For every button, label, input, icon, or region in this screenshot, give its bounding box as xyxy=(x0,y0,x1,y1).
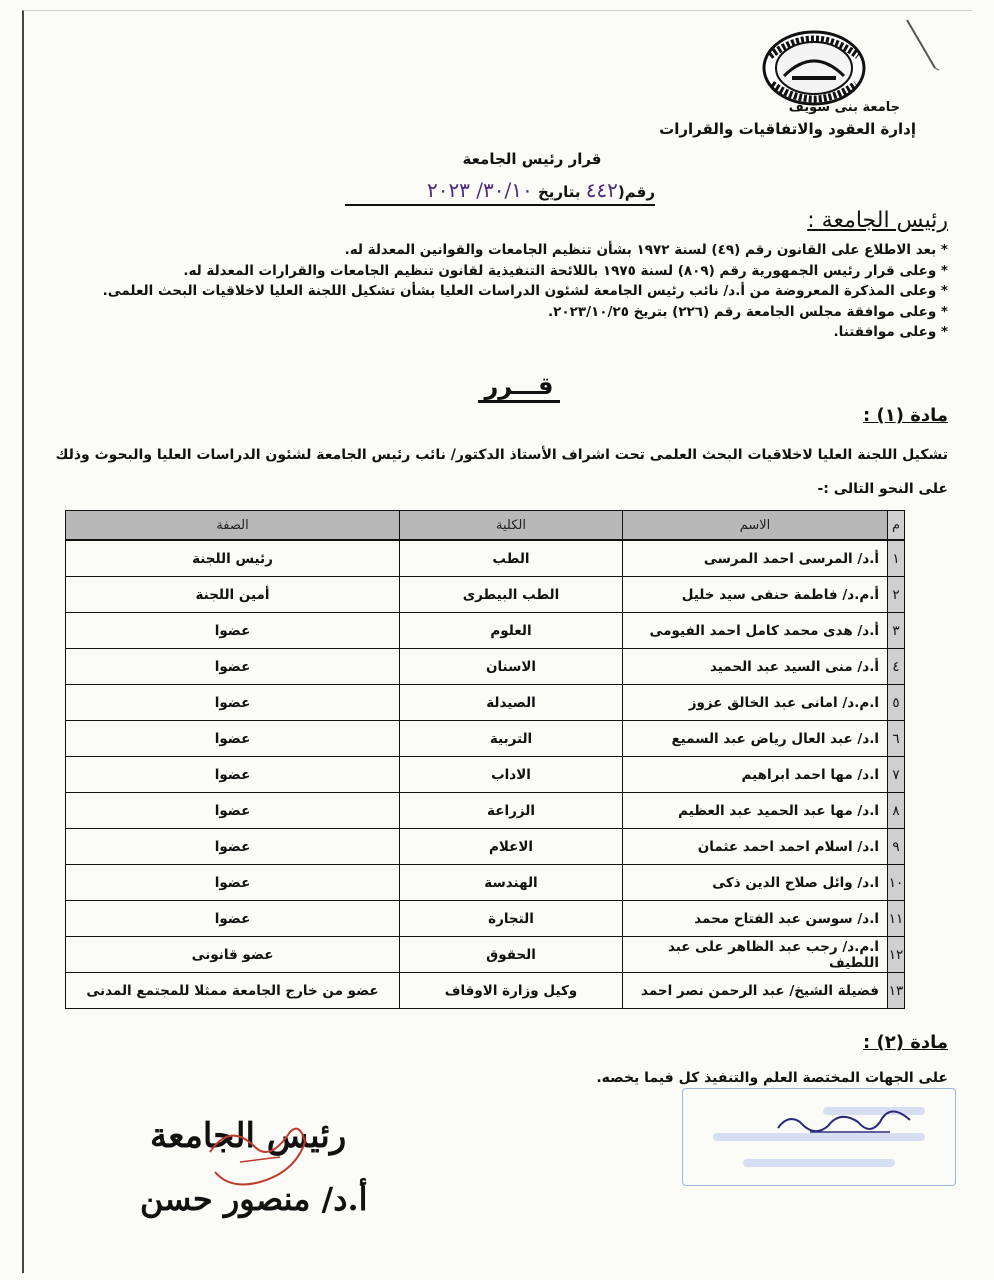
member-faculty: الطب البيطرى xyxy=(400,577,623,613)
preamble-item: * وعلى موافقة مجلس الجامعة رقم (٢٢٦) بتريخ ٢٠٢٣/١٠/٢٥. xyxy=(548,303,948,320)
row-num: ٦ xyxy=(888,721,905,757)
row-num: ١٠ xyxy=(888,865,905,901)
row-num: ٥ xyxy=(888,685,905,721)
member-name: أ.د/ هدى محمد كامل احمد الفيومى xyxy=(623,613,888,649)
member-name: ا.م.د/ رجب عبد الظاهر على عبد اللطيف xyxy=(623,937,888,973)
decision-date-label: بتاريخ xyxy=(537,183,581,201)
row-num: ١٢ xyxy=(888,937,905,973)
table-row xyxy=(66,757,905,793)
row-num: ٢ xyxy=(888,577,905,613)
article1-text: تشكيل اللجنة العليا لاخلاقيات البحث العلمى تحت اشراف الأستاذ الدكتور/ نائب رئيس الجامعة لشئون الدراسات العليا والبحوث وذلك على النحو التالى :- xyxy=(55,447,948,497)
decision-number-label: رقم( xyxy=(617,183,655,201)
row-num: ٨ xyxy=(888,793,905,829)
president-signature xyxy=(200,1112,310,1202)
preamble-item: * وعلى موافقتنا. xyxy=(833,324,948,340)
member-name: أ.م.د/ فاطمة حنفى سيد خليل xyxy=(623,577,888,613)
preamble-item: * وعلى قرار رئيس الجمهورية رقم (٨٠٩) لسنة ١٩٧٥ باللائحة التنفيذية لقانون تنظيم الجامعات والقرارات المعدلة له. xyxy=(183,262,948,279)
col-header-num: م xyxy=(888,511,905,541)
member-role: عضو من خارج الجامعة ممثلا للمجتمع المدنى xyxy=(66,973,400,1009)
table-row xyxy=(66,793,905,829)
member-role: عضوا xyxy=(66,649,400,685)
member-role: عضوا xyxy=(66,757,400,793)
member-role: عضوا xyxy=(66,685,400,721)
row-num: ١ xyxy=(888,540,905,577)
table-row xyxy=(66,577,905,613)
member-name: أ.د/ منى السيد عبد الحميد xyxy=(623,649,888,685)
row-num: ١١ xyxy=(888,901,905,937)
member-faculty: الصيدلة xyxy=(400,685,623,721)
member-faculty: وكيل وزارة الاوقاف xyxy=(400,973,623,1009)
member-name: ا.د/ اسلام احمد احمد عثمان xyxy=(623,829,888,865)
member-faculty: الاداب xyxy=(400,757,623,793)
member-faculty: العلوم xyxy=(400,613,623,649)
committee-table xyxy=(65,510,905,1009)
member-role: عضوا xyxy=(66,865,400,901)
pen-mark-icon xyxy=(905,18,945,78)
table-row xyxy=(66,829,905,865)
signoff-title: رئيس الجامعة xyxy=(150,1116,347,1156)
president-heading: رئيس الجامعة : xyxy=(807,208,948,233)
member-role: عضوا xyxy=(66,829,400,865)
table-row xyxy=(66,649,905,685)
member-faculty: التجارة xyxy=(400,901,623,937)
table-row xyxy=(66,685,905,721)
member-faculty: الاعلام xyxy=(400,829,623,865)
decision-number-value: ٤٤٢ xyxy=(585,178,618,202)
table-row xyxy=(66,540,905,577)
decision-title: قرار رئيس الجامعة xyxy=(462,150,602,168)
member-role: أمين اللجنة xyxy=(66,577,400,613)
member-role: عضوا xyxy=(66,721,400,757)
member-name: ا.د/ وائل صلاح الدين ذكى xyxy=(623,865,888,901)
decision-number-line xyxy=(345,178,655,206)
member-faculty: الاسنان xyxy=(400,649,623,685)
member-role: عضو قانونى xyxy=(66,937,400,973)
member-role: عضوا xyxy=(66,793,400,829)
article2-text: على الجهات المختصة العلم والتنفيذ كل فيما يخصه. xyxy=(596,1070,948,1086)
member-faculty: التربية xyxy=(400,721,623,757)
department-name: إدارة العقود والاتفاقيات والقرارات xyxy=(659,120,916,138)
table-row xyxy=(66,613,905,649)
decided-heading xyxy=(0,372,994,400)
member-faculty: الزراعة xyxy=(400,793,623,829)
signoff-name: أ.د/ منصور حسن xyxy=(140,1180,368,1218)
row-num: ٩ xyxy=(888,829,905,865)
member-faculty: الطب xyxy=(400,540,623,577)
member-faculty: الهندسة xyxy=(400,865,623,901)
row-num: ٣ xyxy=(888,613,905,649)
article1-heading: مادة (١) : xyxy=(863,405,948,426)
preamble xyxy=(48,240,948,343)
member-name: ا.د/ مها عبد الحميد عبد العظيم xyxy=(623,793,888,829)
member-name: فضيلة الشيخ/ عبد الرحمن نصر احمد xyxy=(623,973,888,1009)
university-name: جامعة بنى سويف xyxy=(788,100,900,115)
table-row xyxy=(66,865,905,901)
table-header-row xyxy=(66,511,905,541)
col-header-name: الاسم xyxy=(623,511,888,541)
member-name: أ.د/ المرسى احمد المرسى xyxy=(623,540,888,577)
member-role: عضوا xyxy=(66,613,400,649)
member-role: عضوا xyxy=(66,901,400,937)
decided-text: قـــرر xyxy=(478,372,559,403)
preamble-item: * وعلى المذكرة المعروضة من أ.د/ نائب رئيس الجامعة لشئون الدراسات العليا بشأن تشكيل اللجنة العليا لاخلاقيات البحث العلمى. xyxy=(102,283,948,299)
article2-heading: مادة (٢) : xyxy=(863,1032,948,1053)
col-header-faculty: الكلية xyxy=(400,511,623,541)
member-name: ا.د/ عبد العال رياض عبد السميع xyxy=(623,721,888,757)
row-num: ٧ xyxy=(888,757,905,793)
member-name: ا.د/ سوسن عبد الفتاح محمد xyxy=(623,901,888,937)
table-row xyxy=(66,901,905,937)
preamble-item: * بعد الاطلاع على القانون رقم (٤٩) لسنة ١٩٧٢ بشأن تنظيم الجامعات والقوانين المعدلة له. xyxy=(344,242,948,258)
initials-signature xyxy=(770,1092,920,1152)
member-role: رئيس اللجنة xyxy=(66,540,400,577)
member-faculty: الحقوق xyxy=(400,937,623,973)
table-row xyxy=(66,973,905,1009)
decision-date-value: ٣٠/١٠/ ٢٠٢٣ xyxy=(426,178,533,202)
table-row xyxy=(66,937,905,973)
row-num: ١٣ xyxy=(888,973,905,1009)
col-header-role: الصفة xyxy=(66,511,400,541)
member-name: ا.م.د/ امانى عبد الخالق عزوز xyxy=(623,685,888,721)
member-name: ا.د/ مها احمد ابراهيم xyxy=(623,757,888,793)
table-row xyxy=(66,721,905,757)
row-num: ٤ xyxy=(888,649,905,685)
